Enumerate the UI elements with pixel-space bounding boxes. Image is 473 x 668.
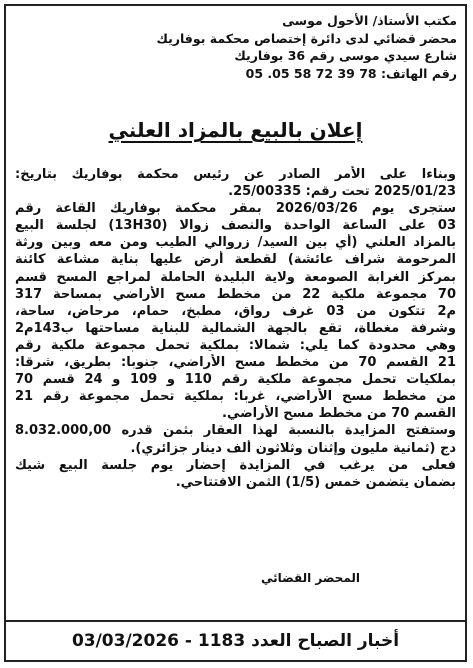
body-line: 03 على الساعة الواحدة والنصف زوالا (13H30) لجلسة البيع (15, 218, 456, 234)
body-line: فعلى من يرغب في المزايدة إحضار يوم جلسة البيع شيك (15, 457, 456, 473)
office-header (127, 12, 457, 82)
body-line: ستجرى يوم 2026/03/26 بمقر محكمة بوفاريك القاعة رقم (15, 201, 456, 217)
body-line: من مخطط مسح الأراضي، غربا: بملكية تحمل مجموعة رقم 21 (15, 389, 456, 405)
office-address: شارع سيدي موسى رقم 36 بوفاريك (234, 48, 457, 63)
office-name: مكتب الأستاذ/ الأحول موسى (282, 13, 457, 28)
body-line: دج (ثمانية مليون وإثنان وثلاثون ألف دينار جزائري). (130, 440, 456, 456)
body-line: 2025/01/23 تحت رقم: 25/00335. (228, 184, 456, 200)
body-line: 21 القسم 70 من مخطط مسح الأراضي، جنوبا: بطريق، شرقا: (15, 355, 456, 371)
body-line: المرحومة شراف عائشة) لقطعة أرض عليها بناية مشاعة كائنة (15, 252, 456, 268)
office-phone: رقم الهاتف: 78 39 72 58 05. 05 (245, 65, 457, 81)
body-line: القسم 70 من مخطط مسح الأراضي. (222, 406, 456, 422)
signature-label: المحضر القضائي (260, 571, 360, 585)
announcement-title: إعلان بالبيع بالمزاد العلني (108, 118, 363, 142)
announcement-body (15, 166, 456, 491)
newspaper-footer: أخبار الصباح العدد 1183 - 03/03/2026 (6, 620, 465, 660)
office-description: محضر قضائي لدى دائرة إختصاص محكمة بوفاريك (156, 30, 457, 46)
body-line: وشرفة مغطاة، تقع بالجهة الشمالية للبناية مساحتها ب143م2 (15, 320, 456, 336)
body-line: وبناءا على الأمر الصادر عن رئيس محكمة بوفاريك بتاريخ: (15, 167, 456, 182)
body-line: وستفتح المزايدة بالنسبة لهذا العقار بثمن قدره 8.032.000,00 (15, 423, 456, 439)
body-line: وهي محدودة كما يلي: شمالا: بملكية تحمل مجموعة ملكية رقم (15, 337, 456, 353)
body-line: بضمان يتضمن خمس (1/5) الثمن الافتتاحي. (175, 474, 456, 490)
body-line: بملكيات تحمل مجموعة ملكية رقم 110 و 109 و 24 قسم 70 (15, 372, 456, 388)
announcement-frame (4, 4, 467, 662)
body-line: بالمزاد العلني (أي بين السيد/ زروالي الطيب ومن معه وبين ورثة (15, 235, 456, 251)
body-line: م2 تتكون من 03 غرف رواق، مطبخ، حمام، مرحاض، ساحة، (15, 303, 456, 319)
body-line: بمركز الغرابة الصومعة ولاية البليدة الحاملة لمراجع المسح قسم (15, 269, 456, 285)
body-line: 70 مجموعة ملكية 22 من مخطط مسح الأراضي بمساحة 317 (15, 286, 456, 302)
